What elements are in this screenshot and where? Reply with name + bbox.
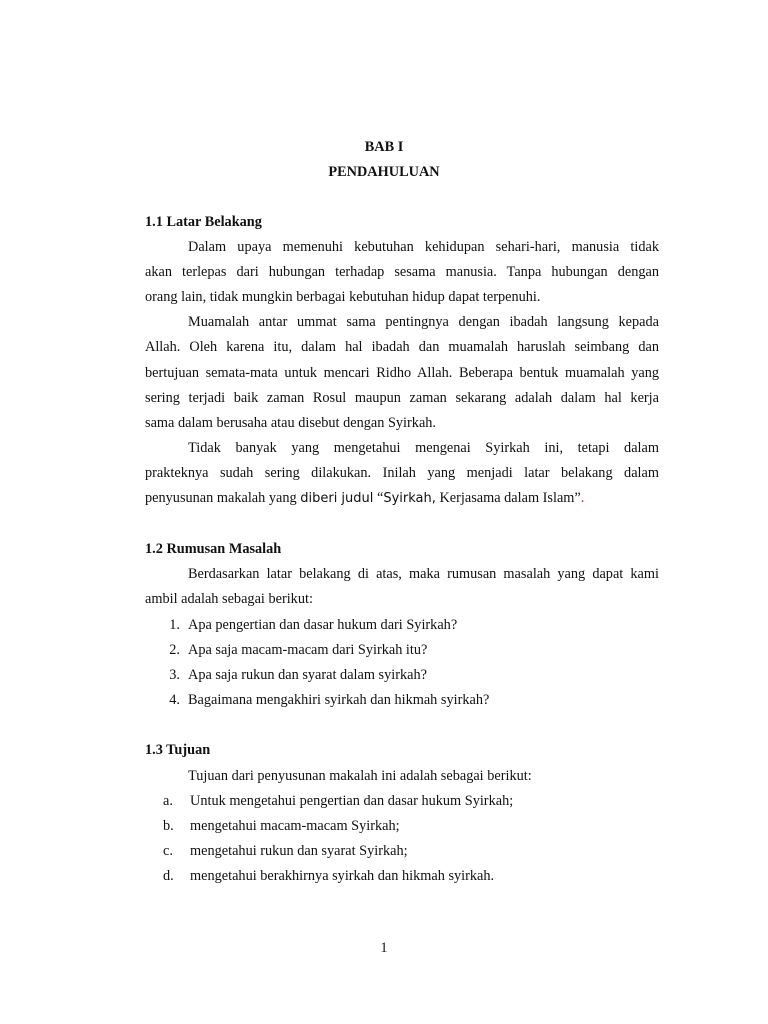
section-heading-tujuan: 1.3 Tujuan [145,742,211,758]
text-run: Kerjasama dalam Islam” [435,490,581,506]
handwritten-text: Syirkah, [383,491,436,506]
list-marker: b. [163,818,174,834]
paragraph-line: Berdasarkan latar belakang di atas, maka rumusan masalah yang dapat kami [188,566,659,582]
list-marker: 1. [169,617,180,633]
list-item: mengetahui macam-macam Syirkah; [190,818,400,834]
list-marker: c. [163,843,173,859]
list-marker: d. [163,868,174,884]
paragraph-line: sama dalam berusaha atau disebut dengan Syirkah. [145,415,437,431]
list-marker: 3. [169,667,180,683]
handwritten-text: diberi judul [300,491,374,506]
chapter-title: PENDAHULUAN [328,164,440,180]
paragraph-line: orang lain, tidak mungkin berbagai kebutuhan hidup dapat terpenuhi. [145,289,541,305]
list-item: Apa pengertian dan dasar hukum dari Syirkah? [188,617,458,633]
list-marker: 4. [169,692,180,708]
paragraph-line: prakteknya sudah sering dilakukan. Inilah yang menjadi latar belakang dalam [145,465,659,481]
paragraph-line: Tujuan dari penyusunan makalah ini adalah sebagai berikut: [188,768,532,784]
list-item: Untuk mengetahui pengertian dan dasar hukum Syirkah; [190,793,514,809]
list-item: Apa saja rukun dan syarat dalam syirkah? [188,667,427,683]
paragraph-line: Muamalah antar ummat sama pentingnya dengan ibadah langsung kepada [188,314,659,330]
paragraph-line: Tidak banyak yang mengetahui mengenai Syirkah ini, tetapi dalam [188,440,659,456]
paragraph-line: ambil adalah sebagai berikut: [145,591,313,607]
list-marker: a. [163,793,173,809]
paragraph-line: sering terjadi baik zaman Rosul maupun zaman sekarang adalah dalam hal kerja [145,390,659,406]
list-item: mengetahui berakhirnya syirkah dan hikmah syirkah. [190,868,495,884]
list-item: Bagaimana mengakhiri syirkah dan hikmah syirkah? [188,692,490,708]
paragraph-line: Allah. Oleh karena itu, dalam hal ibadah dan muamalah haruslah seimbang dan [145,339,659,355]
section-heading-latar-belakang: 1.1 Latar Belakang [145,214,262,230]
list-marker: 2. [169,642,180,658]
trailing-dot: . [580,490,585,506]
list-item: Apa saja macam-macam dari Syirkah itu? [188,642,428,658]
page-number: 1 [380,940,388,956]
paragraph-line: bertujuan semata-mata untuk mencari Ridho Allah. Beberapa bentuk muamalah yang [145,365,659,381]
list-item: mengetahui rukun dan syarat Syirkah; [190,843,408,859]
paragraph-line-final [145,489,584,508]
text-run: penyusunan makalah yang [145,490,301,506]
text-run: “ [373,490,384,506]
paragraph-line: akan terlepas dari hubungan terhadap sesama manusia. Tanpa hubungan dengan [145,264,659,280]
section-heading-rumusan-masalah: 1.2 Rumusan Masalah [145,541,282,557]
chapter-label: BAB I [364,139,404,155]
paragraph-line: Dalam upaya memenuhi kebutuhan kehidupan sehari-hari, manusia tidak [188,239,659,255]
